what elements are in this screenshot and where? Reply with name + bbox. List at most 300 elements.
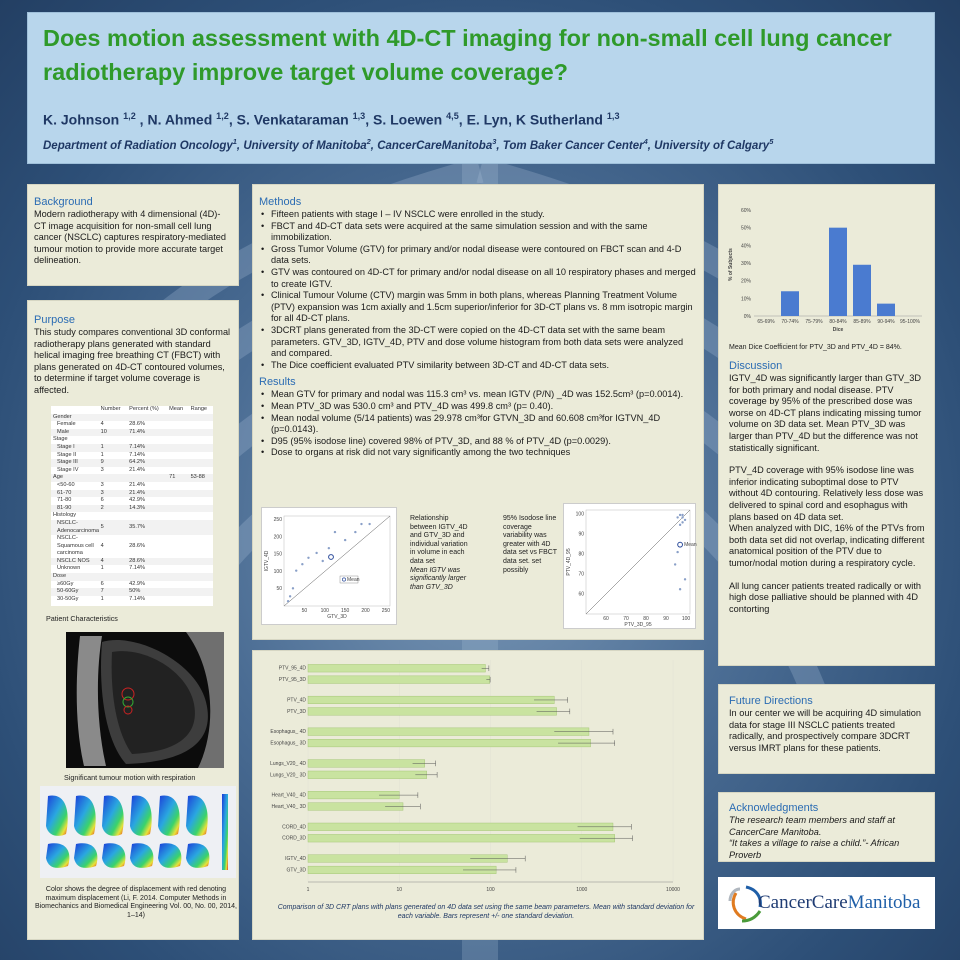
table-cell: 4: [100, 421, 104, 428]
scatter-point: [360, 523, 362, 525]
table-cell: [167, 520, 188, 535]
table-cell: [189, 565, 213, 573]
table-row: [51, 429, 213, 437]
acknowledgments-panel: [718, 792, 935, 862]
hbar-chart: [270, 658, 696, 898]
scatter-ytick-label: 50: [276, 586, 282, 593]
scatter-identity-line: [586, 510, 690, 614]
table-cell: [189, 490, 213, 498]
table-row: [51, 558, 213, 566]
scatter-xtick-label: 70: [623, 616, 629, 622]
dice-bar: [853, 265, 871, 316]
table-cell: [189, 467, 213, 475]
author-name: K Sutherland: [515, 111, 603, 128]
discussion-p3: When analyzed with DIC, 16% of the PTVs from both data set did not overlap, indicating different anatomical position of the PTV due to tumor/nodal motion during a respiratory cycle.: [729, 523, 925, 568]
dice-xtick-label: 80-84%: [829, 319, 847, 325]
table-cell: Stage I: [51, 444, 99, 452]
affiliation-name: CancerCareManitoba: [377, 139, 493, 152]
hbar-category-label: Heart_V40_ 4D: [271, 792, 306, 799]
scatter-point: [328, 547, 330, 549]
scatter-ytick-label: 250: [273, 516, 282, 523]
dice-ytick-label: 50%: [740, 225, 751, 232]
dice-bar: [781, 291, 799, 316]
methods-heading: Methods: [259, 196, 302, 208]
table-cell: [189, 573, 213, 581]
future-heading: Future Directions: [729, 695, 813, 707]
scatter-ytick-label: 100: [575, 511, 584, 518]
table-header-cell: Number: [100, 406, 121, 412]
scatter1-note-italic: Mean IGTV was significantly larger than GTV_3D: [410, 566, 467, 591]
table-cell: [189, 596, 213, 604]
logo-word2: Manitoba: [847, 892, 921, 913]
scatter-point: [307, 557, 309, 559]
author-name: E. Lyn: [466, 111, 509, 128]
hbar-bar: [308, 823, 613, 831]
scatter-point: [315, 552, 317, 554]
poster-header: [27, 12, 935, 164]
table-cell: 7: [99, 588, 127, 596]
table-row: [51, 459, 213, 467]
table-header-cell: [51, 406, 99, 414]
hbar-category-label: CORD_4D: [282, 824, 306, 831]
table-cell: [167, 429, 188, 437]
table-header-row: [51, 406, 213, 414]
table-cell: [189, 482, 213, 490]
dice-caption: Mean Dice Coefficient for PTV_3D and PTV_4D = 84%.: [729, 344, 902, 351]
table-cell: [127, 573, 167, 581]
table-cell: [167, 505, 188, 513]
table-cell: [99, 573, 127, 581]
table-cell: 81-90: [51, 505, 99, 513]
table-cell: [167, 444, 188, 452]
dice-ytick-label: 10%: [740, 296, 751, 303]
author-affiliation-sup: 1,2: [123, 111, 136, 121]
hbar-category-label: PTV_3D: [287, 708, 306, 715]
discussion-p2: PTV_4D coverage with 95% isodose line was inferior indicating suboptimal dose to PTV without 4D contouring. Relatively less dose was delivered to spinal cord and esophagus with plans based on 4D data set.: [729, 465, 924, 522]
table-cell: 7.14%: [127, 444, 167, 452]
table-cell: 42.9%: [129, 580, 146, 587]
methods-item: • GTV was contoured on 4D-CT for primary and/or nodal disease on all 10 respiratory phases and merged to create IGTV.: [259, 267, 697, 290]
acknowledgments-heading: Acknowledgments: [729, 802, 819, 814]
table-cell: [189, 452, 213, 460]
affiliation-sup: 4: [643, 137, 648, 146]
table-cell: [189, 429, 213, 437]
hbar-xtick-label: 10000: [666, 887, 680, 893]
scatter-mean-point: [678, 542, 683, 547]
table-cell: ≥60Gy: [57, 580, 74, 587]
author-name: N. Ahmed: [147, 111, 213, 128]
affiliation-name: Tom Baker Cancer Center: [502, 139, 644, 152]
scatter-point: [368, 523, 370, 525]
colormap-lung-bottom: [130, 843, 153, 868]
table-row: [51, 482, 213, 490]
table-cell: 3: [100, 466, 104, 473]
poster-title: Does motion assessment with 4D-CT imaging for non-small cell lung cancer radiotherapy improve target volume coverage?: [43, 25, 892, 85]
table-cell: 71-80: [57, 497, 72, 504]
scatter-point: [344, 539, 346, 541]
hbar-category-label: Heart_V40_ 3D: [271, 804, 306, 811]
dice-bar: [829, 228, 847, 316]
methods-list: [259, 209, 697, 371]
hbar-bar: [308, 834, 615, 842]
discussion-p1: IGTV_4D was significantly larger than GTV_3D for both primary and nodal disease. PTV coverage by 95% of the prescribed dose was worse on 4D-CT plans indicating missing tumor volume on 3D data set. Mean PTV_3D was larger than PTV_4D but the difference was not statistically significant.: [729, 373, 922, 453]
scatter1-legend-marker: [342, 578, 345, 581]
dice-xtick-label: 85-89%: [853, 319, 871, 325]
colormap-lung-top: [130, 796, 152, 836]
scatter2-note: 95% Isodose line coverage variability was greater with 4D data set vs FBCT data set. set possibly: [503, 515, 557, 574]
table-cell: [167, 459, 188, 467]
table-cell: 7.14%: [129, 595, 146, 602]
table-cell: Gender: [51, 414, 99, 422]
scatter-point: [676, 551, 678, 553]
table-cell: [99, 474, 127, 482]
table-row: [51, 490, 213, 498]
table-cell: [99, 414, 127, 422]
table-header-cell: Range: [190, 406, 208, 412]
table-cell: 2: [99, 505, 127, 513]
hbar-xtick-label: 100: [486, 887, 495, 893]
scatter-ytick-label: 60: [578, 591, 584, 598]
author-list: K. Johnson $^{1,2}$ , N. Ahmed $^{1,2}$, S. Venkataraman $^{1,3}$, S. Loewen $^{4,5}$, E. Lyn, K Sutherland $^{1,3}$: [43, 111, 620, 128]
colormap-lung-top: [186, 796, 208, 836]
author-name: S. Venkataraman: [236, 111, 349, 128]
scatter-point: [292, 587, 294, 589]
results-item: • Mean nodal volume (5/14 patients) was 29.978 cm³for GTVN_3D and 60.608 cm³for IGTVN_4D (p=0.0143).: [259, 413, 697, 436]
table-cell: 9: [99, 459, 127, 467]
author-affiliation-sup: 1,2: [216, 111, 229, 121]
colormap-lung-bottom: [102, 843, 125, 868]
table-cell: 4: [99, 558, 127, 566]
table-cell: [127, 436, 167, 444]
table-cell: 1: [99, 444, 127, 452]
table-cell: 30-50Gy: [57, 595, 79, 602]
dice-x-label: Dice: [832, 327, 844, 333]
table-row: [51, 421, 213, 429]
patient-table-caption: Patient Characteristics: [46, 614, 118, 623]
dice-bar: [877, 304, 895, 316]
table-cell: [99, 436, 127, 444]
scatter-point: [684, 578, 686, 580]
dice-xtick-label: 65-69%: [757, 319, 775, 325]
table-cell: [167, 558, 188, 566]
hbar-xtick-label: 1: [306, 887, 310, 893]
table-row: [51, 512, 213, 520]
methods-item: • Gross Tumor Volume (GTV) for primary and/or nodal disease were contoured on FBCT scan and 4-D data sets.: [259, 244, 697, 267]
table-cell: [189, 421, 213, 429]
scatter1-note: [410, 515, 468, 592]
hbar-bar: [308, 676, 490, 684]
displacement-colormap-drawing: [40, 786, 236, 878]
author-affiliation-sup: 1,3: [352, 111, 366, 121]
methods-item: • Fifteen patients with stage I – IV NSCLC were enrolled in the study.: [259, 209, 697, 221]
results-item: • D95 (95% isodose line) covered 98% of PTV_3D, and 88 % of PTV_4D (p=0.0029).: [259, 436, 697, 448]
purpose-heading: Purpose: [34, 314, 75, 326]
scatter1-note-text: Relationship between IGTV_4D and GTV_3D and individual variation in volume in each data set: [410, 515, 468, 565]
table-cell: 1: [100, 451, 104, 458]
scatter-identity-line: [284, 516, 390, 606]
scatter-ytick-label: 200: [273, 534, 282, 541]
table-cell: [167, 497, 188, 505]
table-row: [51, 467, 213, 475]
table-header-cell: Percent (%): [129, 406, 159, 412]
table-cell: [189, 520, 213, 535]
scatter-mean-point: [329, 555, 334, 560]
table-cell: 61-70: [51, 490, 99, 498]
scatter1-legend-label: Mean: [347, 577, 360, 583]
author-name: S. Loewen: [373, 111, 443, 128]
scatter-ytick-label: 70: [578, 571, 584, 578]
scatter-d95-coverage: [563, 503, 696, 629]
scatter-point: [676, 516, 678, 518]
scatter-point: [301, 563, 303, 565]
hbar-chart-svg: [270, 658, 696, 898]
hbar-category-label: Lungs_V20_ 3D: [270, 772, 306, 779]
methods-item: • FBCT and 4D-CT data sets were acquired at the same simulation session and with the same immobilization.: [259, 221, 697, 244]
table-header-cell: Mean: [169, 406, 184, 412]
table-cell: Female: [57, 421, 76, 428]
table-cell: Dose: [51, 573, 99, 581]
discussion-p4: All lung cancer patients treated radically or with high dose palliative should be planned with 4D contorting: [729, 580, 922, 614]
table-cell: [127, 474, 167, 482]
table-cell: [189, 436, 213, 444]
discussion-heading: Discussion: [729, 360, 783, 372]
hbar-category-label: IGTV_4D: [285, 856, 306, 863]
patient-characteristics-table: [51, 406, 213, 606]
table-row: [51, 414, 213, 422]
colormap-scale-bar: [222, 794, 228, 870]
table-row: [51, 565, 213, 573]
scatter-point: [287, 600, 289, 602]
table-cell: Histology: [53, 512, 77, 519]
table-cell: 71.4%: [127, 429, 167, 437]
cancercare-logo: [718, 877, 935, 929]
scatter-xtick-label: 150: [340, 608, 350, 614]
dice-ytick-label: 0%: [743, 314, 751, 320]
dice-ytick-label: 30%: [740, 261, 751, 267]
colormap-lung-bottom: [74, 843, 97, 868]
scatter-xtick-label: 100: [320, 608, 329, 614]
hbar-category-label: Esophagus_ 4D: [270, 729, 306, 736]
scatter-xtick-label: 90: [663, 616, 669, 622]
table-row: [51, 505, 213, 513]
scatter-point: [681, 521, 683, 523]
table-cell: 7.14%: [129, 565, 146, 572]
table-cell: NSCLC NOS: [51, 558, 99, 566]
scatter-ytick-label: 80: [578, 551, 584, 558]
results-heading: Results: [259, 376, 296, 389]
table-cell: 7.14%: [129, 451, 146, 458]
table-cell: 42.9%: [129, 497, 146, 504]
hbar-category-label: PTV_4D: [287, 697, 306, 704]
table-cell: 53-88: [189, 474, 213, 482]
author-affiliation-sup: 4,5: [446, 111, 459, 121]
logo-word1: CancerCare: [758, 892, 848, 913]
displacement-colormap-image: [40, 786, 236, 878]
table-cell: [189, 459, 213, 467]
scatter2-svg: [564, 504, 697, 630]
table-cell: 21.4%: [129, 466, 146, 473]
table-cell: Stage IV: [57, 466, 79, 473]
affiliation-list: Department of Radiation Oncology$^1$, University of Manitoba$^2$, CancerCareManitoba$^3$, Tom Baker Cancer Center$^4$, University of Calgary$^5$: [43, 137, 774, 152]
colormap-lung-bottom: [186, 843, 209, 868]
table-cell: [167, 535, 188, 558]
hbar-xtick-label: 1000: [576, 887, 588, 893]
table-cell: [189, 558, 213, 566]
table-cell: [189, 444, 213, 452]
table-cell: 28.6%: [127, 558, 167, 566]
table-cell: [167, 490, 188, 498]
scatter-y-label: PTV_4D_95: [566, 548, 572, 576]
table-cell: 35.7%: [127, 520, 167, 535]
hbar-category-label: CORD_3D: [282, 835, 306, 842]
results-item: • Mean GTV for primary and nodal was 115.3 cm³ vs. mean IGTV (P/N) _4D was 152.5cm³ (p=0.0014).: [259, 389, 697, 401]
table-cell: [167, 512, 188, 520]
table-cell: Stage: [53, 436, 68, 443]
methods-item: • 3DCRT plans generated from the 3D-CT were copied on the 4D-CT data set with the same beam parameters. GTV_3D, IGTV_4D, PTV and dose volume histogram from both data sets were analyzed and compared.: [259, 325, 697, 360]
table-cell: Stage III: [51, 459, 99, 467]
scatter-point: [334, 531, 336, 533]
scatter-ytick-label: 150: [273, 551, 282, 558]
table-cell: 4: [100, 542, 104, 549]
affiliation-sup: 3: [492, 137, 497, 146]
scatter-point: [679, 514, 681, 516]
table-row: [51, 436, 213, 444]
table-cell: 6: [100, 497, 104, 504]
hbar-bar: [308, 708, 557, 716]
future-panel: [718, 684, 935, 774]
affiliation-name: University of Calgary: [654, 139, 770, 152]
affiliation-name: University of Manitoba: [243, 139, 367, 152]
table-cell: [127, 512, 167, 520]
hbar-category-label: Esophagus_ 3D: [270, 740, 306, 747]
hbar-category-label: PTV_95_4D: [278, 665, 306, 672]
table-row: [51, 581, 213, 589]
scatter-point: [684, 519, 686, 521]
table-cell: 21.4%: [127, 490, 167, 498]
scatter-point: [681, 514, 683, 516]
table-cell: 10: [99, 429, 127, 437]
table-cell: [167, 588, 188, 596]
hbar-bar: [308, 760, 425, 768]
colormap-lung-top: [158, 796, 180, 836]
hbar-bar: [308, 664, 485, 672]
colormap-lung-top: [102, 796, 124, 836]
table-cell: [167, 581, 188, 589]
results-item: • Dose to organs at risk did not vary significantly among the two techniques: [259, 447, 697, 459]
author-name: K. Johnson: [43, 111, 120, 128]
dice-bar-chart: [724, 200, 930, 336]
scatter-ytick-label: 100: [273, 568, 282, 575]
table-cell: 64.2%: [127, 459, 167, 467]
table-row: [51, 588, 213, 596]
scatter-xtick-label: 250: [381, 608, 391, 614]
colormap-caption: Color shows the degree of displacement with red denoting maximum displacement (Li, F. 2014. Computer Methods in Biomechanics and Biomedical Engineering Vol. 00, No. 00, 2014, 1–14): [35, 886, 237, 919]
table-row: [51, 520, 213, 535]
colormap-lung-bottom: [158, 843, 181, 868]
ct-lung-drawing: [66, 632, 224, 768]
scatter-xtick-label: 200: [361, 608, 370, 614]
hbar-category-label: PTV_95_3D: [278, 677, 306, 684]
table-cell: [189, 497, 213, 505]
hbar-category-label: GTV_3D: [286, 867, 306, 874]
table-cell: Stage II: [57, 451, 77, 458]
results-list: [259, 389, 697, 459]
table-cell: [167, 565, 188, 573]
scatter-point: [289, 595, 291, 597]
table-cell: 3: [100, 481, 104, 488]
scatter-point: [674, 563, 676, 565]
scatter-point: [354, 531, 356, 533]
hbar-caption: Comparison of 3D CRT plans with plans generated on 4D data set using the same beam parameters. Mean with standard deviation for each variable. Bars represent +/- one standard deviation.: [277, 904, 695, 920]
affiliation-sup: 2: [366, 137, 371, 146]
table-cell: [189, 505, 213, 513]
table-cell: 3: [99, 490, 127, 498]
hbar-bar: [308, 739, 591, 747]
table-row: [51, 452, 213, 460]
scatter1-svg: [262, 508, 398, 626]
dice-y-label: % of Subjects: [728, 248, 734, 281]
scatter-xtick-label: 60: [603, 616, 609, 622]
scatter-x-label: GTV_3D: [327, 614, 347, 620]
scatter-xtick-label: 100: [681, 616, 691, 622]
table-cell: 21.4%: [129, 481, 146, 488]
table-cell: [167, 452, 188, 460]
table-row: [51, 596, 213, 604]
hbar-bar: [308, 771, 427, 779]
table-cell: Unknown: [57, 565, 81, 572]
table-cell: Age: [51, 474, 99, 482]
scatter-ytick-label: 90: [578, 531, 584, 538]
author-affiliation-sup: 1,3: [606, 111, 620, 121]
table-cell: [167, 414, 188, 422]
results-item: • Mean PTV_3D was 530.0 cm³ and PTV_4D was 499.8 cm³ (p= 0.40).: [259, 401, 697, 413]
table-cell: [99, 512, 127, 520]
scatter-point: [295, 569, 297, 571]
table-cell: 1: [100, 595, 104, 602]
table-row: [51, 444, 213, 452]
acknowledgments-quote: “It takes a village to raise a child.”- African Proverb: [729, 838, 900, 860]
dice-ytick-label: 40%: [740, 243, 751, 250]
affiliation-name: Department of Radiation Oncology: [43, 139, 233, 152]
table-cell: [189, 581, 213, 589]
scatter-xtick-label: 50: [301, 608, 308, 614]
table-cell: [167, 436, 188, 444]
dice-bar-svg: [724, 200, 930, 336]
table-cell: [189, 588, 213, 596]
table-cell: [189, 535, 213, 558]
hbar-bar: [308, 696, 554, 704]
hbar-category-label: Lungs_V20_ 4D: [270, 760, 306, 767]
discussion-block: [729, 360, 929, 615]
table-cell: 14.3%: [127, 505, 167, 513]
table-cell: 28.6%: [129, 421, 146, 428]
table-cell: 1: [100, 565, 104, 572]
dice-xtick-label: 70-74%: [781, 319, 799, 325]
methods-item: • Clinical Tumour Volume (CTV) margin was 5mm in both plans, whereas Planning Treatment Volume (PTV) expansion was 1cm axially and 1.5cm superior/inferior for 3D-CT plans vs. 8 mm isotropic margin for all 4D-CT plans.: [259, 290, 697, 325]
ct-caption: Significant tumour motion with respiration: [64, 773, 196, 782]
table-cell: [127, 414, 167, 422]
dice-ytick-label: 20%: [740, 278, 751, 285]
table-cell: <50-60: [57, 481, 75, 488]
table-cell: [167, 467, 188, 475]
table-cell: 5: [99, 520, 127, 535]
scatter-xtick-label: 80: [643, 616, 649, 622]
table-cell: [189, 512, 213, 520]
scatter-y-label: IGTV_4D: [264, 550, 270, 572]
dice-xtick-label: 90-94%: [877, 319, 895, 325]
table-row: [51, 474, 213, 482]
logo-wordmark: [758, 892, 921, 914]
